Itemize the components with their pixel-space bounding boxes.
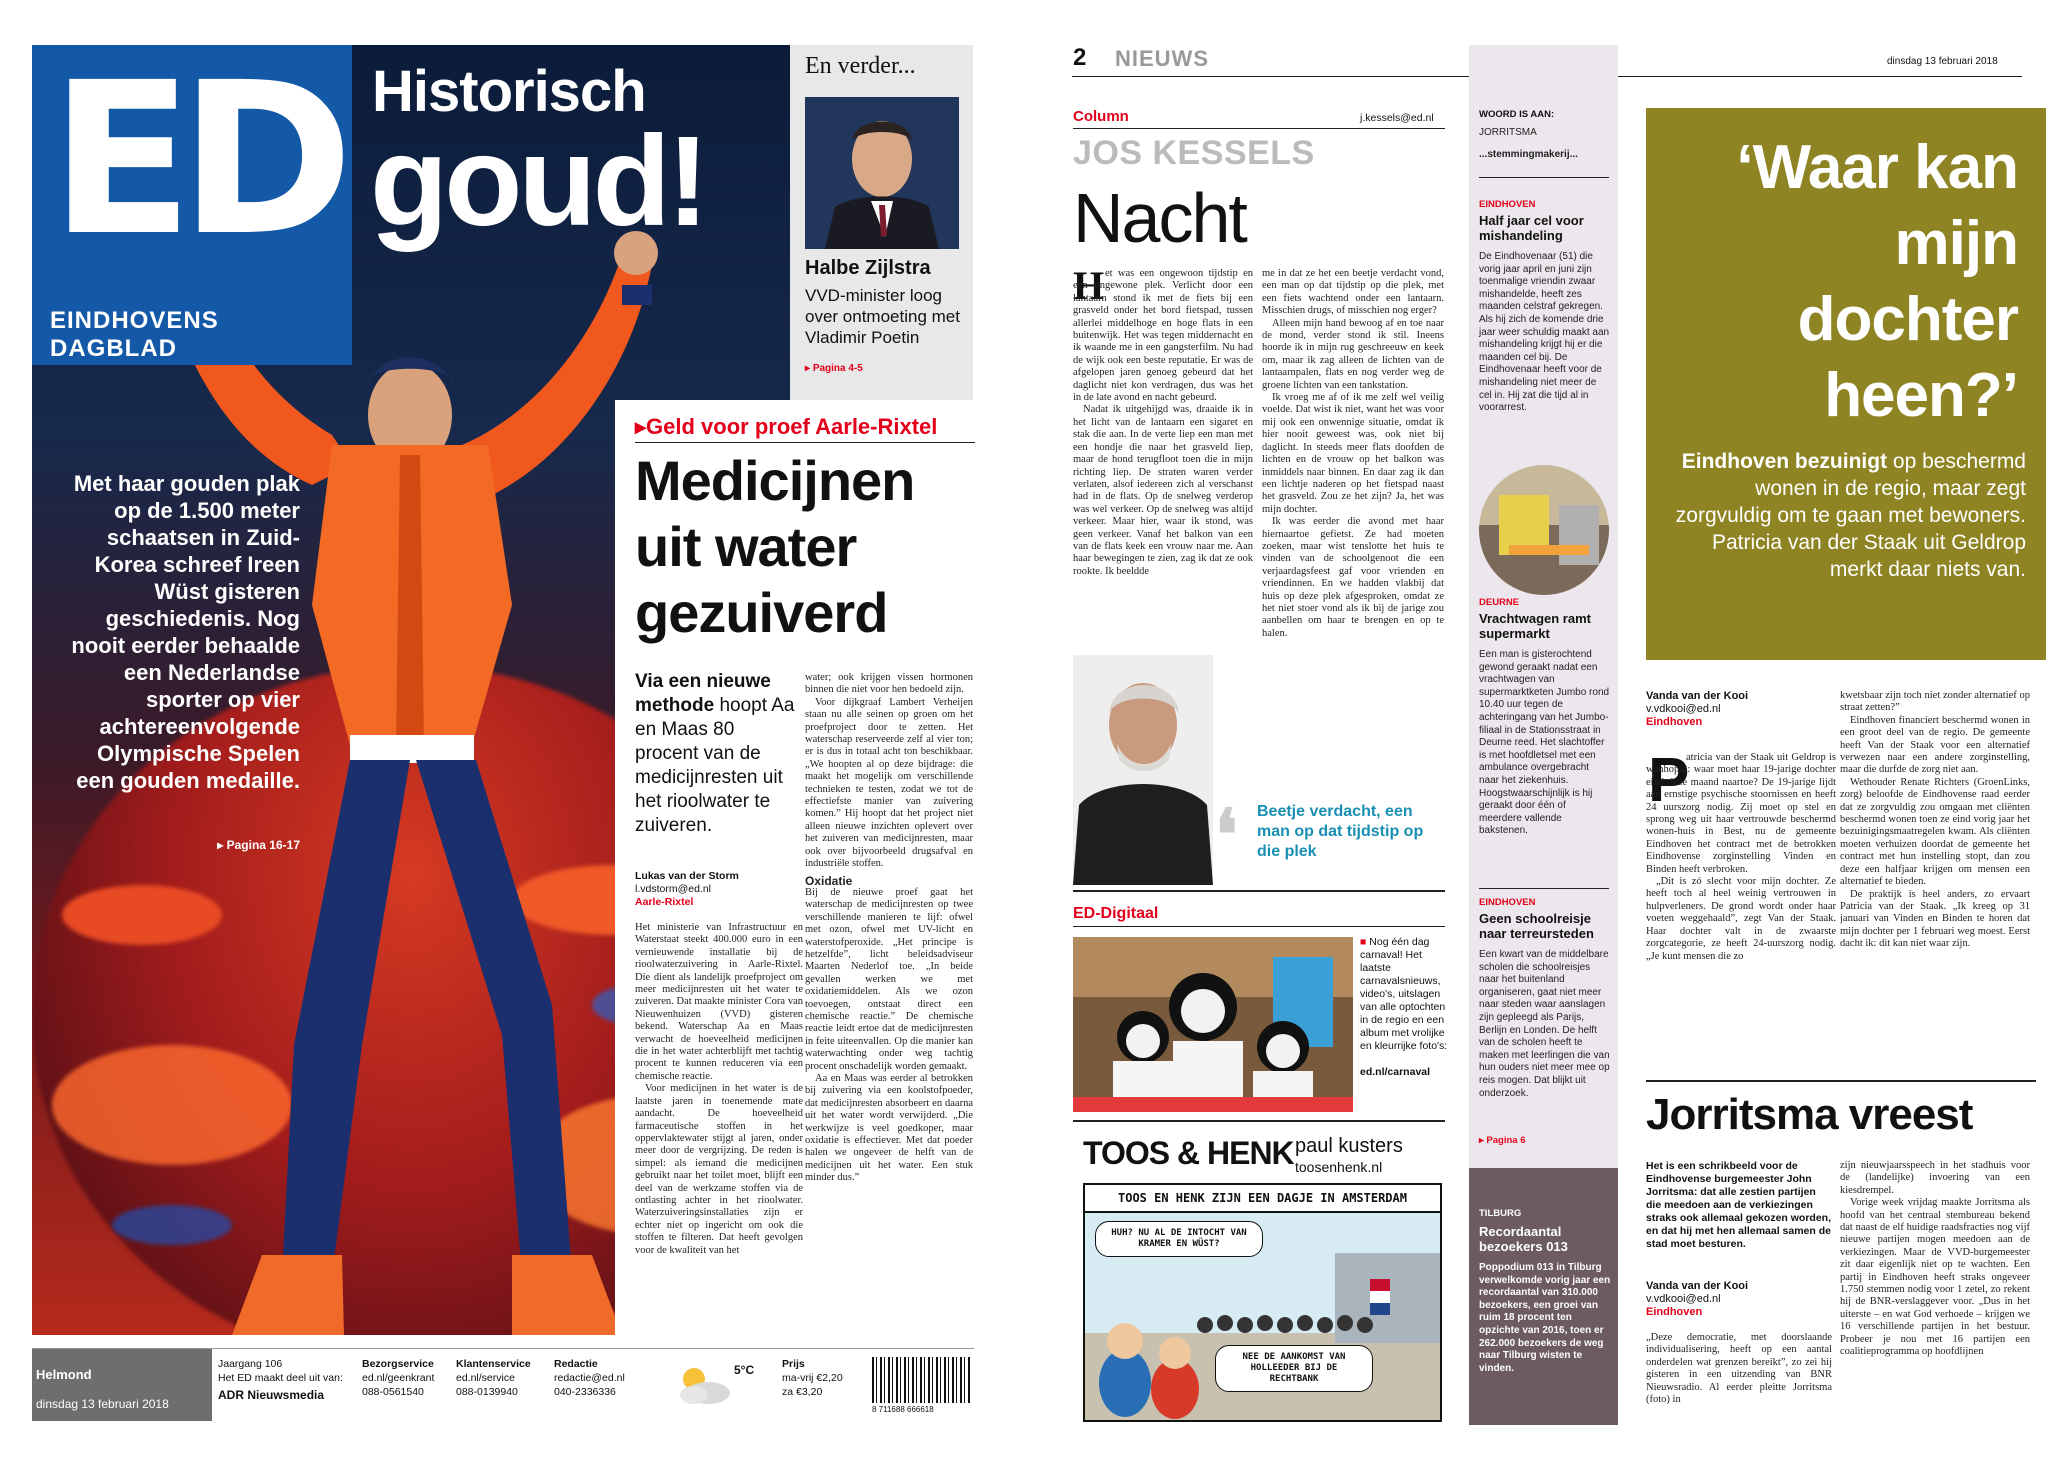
footer-redactie-mail[interactable]: redactie@ed.nl <box>554 1372 625 1384</box>
story-location: Aarle-Rixtel <box>635 896 694 908</box>
lead-col2 <box>1840 690 2030 1052</box>
story-col1-p2: Voor medicijnen in het water is de laatste jaren in toenemende mate aandacht. De hoeveelheid farmaceutische stoffen in het oppervlaktewater stijgt al jaren, onder meer door de vergrijzing. De reden is simpel: als iemand die medicijnen gebruikt naar het toilet moet, blijft een deel van de werkzame stoffen via de ontlasting achter in het rioolwater. Waterzuiveringsinstallaties zijn er echter niet op ingericht om ook die stoffen te filteren. Dat heeft gevolgen voor de kwaliteit van het <box>635 1083 803 1256</box>
jorritsma-col1 <box>1646 1332 1832 1422</box>
quote-mark-icon: ❛ <box>1215 796 1238 874</box>
en-verder-name: Halbe Zijlstra <box>805 257 931 279</box>
page-number: 2 <box>1073 44 1087 71</box>
comic-panel-title: TOOS EN HENK ZIJN EEN DAGJE IN AMSTERDAM <box>1085 1185 1440 1213</box>
story-col1 <box>635 922 803 1334</box>
masthead <box>32 37 352 365</box>
lead-byline <box>1646 690 1748 729</box>
footer-redactie-label: Redactie <box>554 1358 598 1370</box>
en-verder-page-ref[interactable]: ▸ Pagina 4-5 <box>805 363 863 374</box>
ed-digitaal-body: Nog één dag carnaval! Het laatste carnavalsnieuws, video's, uitslagen van alle optochten in de regio en een album met vrolijke en kleurrijke foto's: <box>1360 936 1448 1052</box>
footer-klant-tel: 088-0139940 <box>456 1386 518 1398</box>
footer-date: dinsdag 13 februari 2018 <box>36 1397 169 1411</box>
sidebar-item3-text: Een kwart van de middelbare scholen die schoolreisjes naar het buitenland organiseren, gaat niet meer naar steden waar aanslagen zijn gepleegd als Parijs, Berlijn en Londen. De helft van de scholen heeft te maken met leerlingen die van hun ouders niet meer mee op reis mogen. Dat blijkt uit onderzoek. <box>1479 949 1610 1099</box>
column-quote <box>1215 796 1445 880</box>
lead-subhead-rest: op beschermd wonen in de regio, maar zegt zorgvuldig om te gaan met bewoners. Patricia van der Staak uit Geldrop merkt daar niets van. <box>1675 450 2026 581</box>
column-col1-p1: et was een ongewoon tijdstip en een ongewone plek. Verlicht door een lantaarn stond ik met de fiets bij een grasveld onder het bord fietspad, tussen allerlei middelhoge en hoge flats in een buitenwijk. Het was tegen middernacht en ik waande me in een gangsterfilm. Nu had de wijk ook een beste reputatie. Er was de afgelopen jaren genoeg gebeurd dat het daglicht niet kon verdragen, dus was het in de late avond en nacht gebeurd. <box>1073 268 1253 404</box>
sidebar-item2-title: Vrachtwagen ramt supermarkt <box>1479 611 1591 641</box>
comic-site[interactable]: toosenhenk.nl <box>1295 1159 1383 1175</box>
footer-klant <box>456 1357 531 1399</box>
sidebar-item3-ref-text: Pagina 6 <box>1486 1135 1526 1146</box>
front-footer <box>32 1348 974 1421</box>
footer-bezorg <box>362 1357 434 1399</box>
lead-dropcap: P <box>1648 746 1690 815</box>
footer-klant-label: Klantenservice <box>456 1358 531 1370</box>
sidebar-woord-name: JORRITSMA <box>1479 127 1537 138</box>
footer-publisher: ADR Nieuwsmedia <box>218 1388 325 1402</box>
zijlstra-photo <box>805 97 959 249</box>
column-col1-p2: Nadat ik uitgehijgd was, draaide ik in het licht van de lantaarn een sigaret en stak die aan. In de verte liep een man met een hondje die naar het grasveld liep, maar de hond terugfloot toen die in mijn richting liep. De straten waren verder verlaten, alsof iedereen zich al verschanst had in de flats. Op de snelweg verderop was wel verkeer. Op de snelweg was altijd verkeer. Maar hier, waar ik stond, was geen verkeer. Vanaf het balkon van een van de flats keek een vrouw naar me. Aan haar bewegingen te zien, zag ik dat ze ook rookte. Ik beeldde <box>1073 404 1253 577</box>
lead-col2-p3: Wethouder Renate Richters (GroenLinks, zorg) beloofde de Eindhovense raad eerder dat ze zorgvuldig zou omgaan met cliënten beschermd wonen toen ze eind vorig jaar het bezuinigingsmaatregelen kwam. Als cliënten moeten verhuizen doordat de gemeente het contract met hun instelling stopt, dan zou deze een halfjaar krijgen om mensen een alternatief te bieden. <box>1840 776 2030 888</box>
toos-henk-comic <box>1073 1125 1448 1425</box>
jorritsma-headline: Jorritsma vreest <box>1646 1090 1973 1139</box>
story-col2-p3: Bij de nieuwe proef gaat het waterschap de medicijnresten op twee verschillende manieren te lijf: ofwel met ozon, ofwel met UV-licht en waterstofperoxide. „Het principe is hetzelfde”, licht beleidsadviseur Maarten Nederlof toe. „In beide gevallen werken we met oxidatiemiddelen. Als we ozon toevoegen, ontstaat direct een chemische reactie.” De chemische reactie leidt ertoe dat de medicijnresten in feite uiteenvallen. Op die manier kan waterwachting onder weg tachtig procent onschadelijk worden gemaakt. <box>805 886 973 1072</box>
story-email: l.vdstorm@ed.nl <box>635 883 712 895</box>
en-verder-box <box>790 45 973 400</box>
sidebar-woord-text: ...stemmingmakerij... <box>1479 149 1578 160</box>
barcode <box>872 1357 972 1403</box>
story-kicker: ▸Geld voor proef Aarle-Rixtel <box>635 414 938 439</box>
sidebar-woord-label: WOORD IS AAN: <box>1479 109 1555 120</box>
masthead-logo: ED <box>50 37 340 282</box>
ed-digitaal-bullet: ■ <box>1360 936 1370 948</box>
lead-col1-p1: atricia van der Staak uit Geldrop is wanhopig: waar moet haar 19-jarige dochter eind deze maand naartoe? De 19-jarige lijdt aan ernstige psychische stoornissen en heeft 24 uurszorg nodig. Zij moet op stel en sprong weg uit haar vertrouwde beschermd wonen-huis in Best, nu de gemeente Eindhoven het contract met de betrokken Eindhovense zorginstelling Vinden en Binden heeft verbroken. <box>1646 752 1836 875</box>
ed-digitaal-label: ED-Digitaal <box>1073 905 1159 922</box>
column-col2 <box>1262 268 1444 780</box>
photo-page-ref: ▸ Pagina 16-17 <box>217 838 300 852</box>
front-headline-line2: goud! <box>370 110 706 253</box>
barcode-number: 8 711688 666618 <box>872 1405 934 1414</box>
footer-city: Helmond <box>36 1367 92 1382</box>
footer-bezorg-label: Bezorgservice <box>362 1358 434 1370</box>
sidebar-item1-title: Half jaar cel voor mishandeling <box>1479 213 1584 243</box>
jorritsma-col2 <box>1840 1160 2030 1422</box>
footer-prijs-label: Prijs <box>782 1358 805 1370</box>
story-kicker-text: Geld voor proef Aarle-Rixtel <box>646 414 938 439</box>
lead-email[interactable]: v.vdkooi@ed.nl <box>1646 703 1721 715</box>
toos-henk-logo: TOOS & HENK <box>1083 1135 1294 1171</box>
comic-bubble-2: NEE DE AANKOMST VAN HOLLEEDER BIJ DE RECHTBANK <box>1215 1345 1373 1392</box>
sidebar-item3-title: Geen schoolreisje naar terreursteden <box>1479 911 1594 941</box>
comic-bubble-1: HUH? NU AL DE INTOCHT VAN KRAMER EN WÜST? <box>1095 1221 1263 1257</box>
lead-author: Vanda van der Kooi <box>1646 690 1749 702</box>
sidebar-item4-text: Poppodium 013 in Tilburg verwelkomde vorig jaar een recordaantal van 310.000 bezoekers, een groei van ruim 18 procent ten opzichte van 2016, toen er 262.000 bezoekers de weg naar Tilburg wisten te vinden. <box>1479 1262 1611 1374</box>
jorritsma-intro: Het is een schrikbeeld voor de Eindhovense burgemeester John Jorritsma: dat alle zestien partijen die meedoen aan de verkiezingen straks ook allemaal gekozen worden, en dat hij met hen allemaal samen de stad moet besturen. <box>1646 1160 1831 1250</box>
comic-panel <box>1083 1183 1442 1422</box>
story-intro <box>635 670 795 838</box>
footer-jaargang-text: Jaargang 106 <box>218 1358 283 1370</box>
column-email[interactable]: j.kessels@ed.nl <box>1360 112 1434 124</box>
story-intro-bold: Via een nieuwe methode <box>635 671 771 716</box>
story-intro-rest: hoopt Aa en Maas 80 procent van de medicijnresten uit het rioolwater te zuiveren. <box>635 695 795 836</box>
column-col2-p3: Ik vroeg me af of ik me zelf wel veilig voelde. Dat wist ik niet, want het was voor mij ook een onwennige situatie, omdat ik hier nooit geweest was, ook niet bij daglicht. In steeds meer flats doofden de lichten en de vrouw op het balkon was inmiddels naar binnen. En daar zag ik dan een lichtje naderen op het fietspad naast het grasveld. Zou ze het zijn? Ja, het was mijn dochter. <box>1262 392 1444 515</box>
lead-quote-box <box>1646 108 2046 660</box>
footer-klant-url[interactable]: ed.nl/service <box>456 1372 515 1384</box>
column-author: JOS KESSELS <box>1073 134 1315 172</box>
column-col2-p1: me in dat ze het een beetje verdacht vond, een man op dat tijdstip op die plek, met een fiets wachtend onder een lantaarn. Misschien drugs, of misschien nog erger? <box>1262 268 1444 317</box>
masthead-name: EINDHOVENS DAGBLAD <box>50 307 219 362</box>
column-col1 <box>1073 263 1253 654</box>
jorritsma-col2-p2: Vorige week vrijdag maakte Jorritsma als hoofd van het centraal stembureau bekend dat naast de elf huidige raadsfracties nog vijf nieuwe partijen mogen meedoen aan de verkiezingen. Maar de VVD-burgemeester zit daar eigenlijk niet op te wachten. Een partij in Eindhoven heeft straks ongeveer 1.750 stemmen nodig voor 1 zetel, zo rekent hij de BNR-verslaggever voor. „Dus in het uiterste – en wat God verhoede – krijgen we 16 verschillende partijen in het bestuur. Probeer je nou met 16 partijen een coalitieprogramma op hoofdlijnen <box>1840 1197 2030 1358</box>
jorritsma-location: Eindhoven <box>1646 1306 1703 1318</box>
footer-prijs <box>782 1357 843 1399</box>
footer-prijs-2: za €3,20 <box>782 1386 823 1398</box>
footer-prijs-1: ma-vrij €2,20 <box>782 1372 843 1384</box>
footer-jaargang-note: Het ED maakt deel uit van: <box>218 1372 343 1384</box>
story-byline <box>635 870 739 909</box>
sidebar-item3-ref[interactable]: ▸ Pagina 6 <box>1479 1135 1526 1146</box>
photo-page-ref-text: Pagina 16-17 <box>226 838 300 852</box>
story-col2-p4: Aa en Maas was eerder al betrokken bij zuivering via een koolstofpoeder, dat medicijnresten absorbeert en daarna uit het water wordt verwijderd. „Die werkwijze is veel goedkoper, maar oxidatie is effectiever. Met dat poeder halen we ongeveer de helft van de medicijnen uit het water. Een stuk minder dus.” <box>805 1073 973 1184</box>
footer-temp: 5°C <box>734 1363 755 1377</box>
en-verder-desc: VVD-minister loog over ontmoeting met Vladimir Poetin <box>805 286 960 347</box>
sidebar-tilburg-box <box>1469 1168 1618 1425</box>
column-dropcap: H <box>1073 263 1105 308</box>
page-date: dinsdag 13 februari 2018 <box>1887 56 1998 67</box>
column-col2-p4: Ik was eerder die avond met haar hiernaartoe gefietst. Ze had moeten zoeken, maar wist tenslotte het huis te vinden van de schoolgenoot die een verjaardagsfeest gaf voor vrienden en vriendinnen. En we hadden vlakbij dat huis op deze plek afgesproken, omdat ze het niet stoer vond als ik bij de jarige zou aanbellen om haar te brengen en op te halen. <box>1262 516 1444 639</box>
column-quote-text: Beetje verdacht, een man op dat tijdstip op die plek <box>1257 803 1424 860</box>
jorritsma-col1-p1: „Deze democratie, met doorslaande individualisering, heeft op een aantal onderdelen wat grenzen bereikt”, zo zei hij gisteren in een uitzending van BNR Nieuwsradio. Al eerder pleitte Jorritsma (foto) in <box>1646 1332 1832 1406</box>
weather-icon <box>672 1363 732 1414</box>
lead-col2-p4: De praktijk is heel anders, zo ervaart Patricia van der Staak. „Ik kreeg op 31 januari van Vinden en Binden te horen dat mijn dochter per 1 februari weg moest. Eerst dacht ik: dit kan niet waar zijn. <box>1840 888 2030 950</box>
story-col2-p2: Voor dijkgraaf Lambert Verheijen staan nu alle seinen op groen om het proefproject door te zetten. Het waterschap reserveerde zelf al vier ton; er is dus in totaal acht ton beschikbaar. „We hoopten al op deze bijdrage: die maakt het mogelijk om verschillende technieken te testen, zodat we tot de effectiefste manier van zuivering komen.” Hij hoopt dat het project niet alleen nieuwe inzichten oplevert over het zuiveren van medicijnresten, maar ook over bijvoorbeeld drugsafval en industriële stoffen. <box>805 696 973 870</box>
lead-col1 <box>1646 746 1836 1052</box>
story-col2 <box>805 672 973 1334</box>
footer-jaargang <box>218 1357 343 1402</box>
column-label: Column <box>1073 108 1129 125</box>
story-col2-p1: water; ook krijgen vissen hormonen binnen die niet voor hen bedoeld zijn. <box>805 672 973 696</box>
column-title: Nacht <box>1073 179 1246 257</box>
story-col1-p1: Het ministerie van Infrastructuur en Waterstaat steekt 400.000 euro in een vernieuwende installatie bij de rioolwaterzuivering in Aarle-Rixtel. Die dient als landelijk proefproject om meer medicijnresten uit het water te zuiveren. Dat maakte minister Cora van Nieuwenhuizen (VVD) gisteren bekend. Waterschap Aa en Maas verwacht de hoeveelheid medicijnen die in het water achterblijft met tachtig procent te kunnen reduceren via een chemische reactie. <box>635 922 803 1082</box>
truck-photo <box>1479 465 1609 595</box>
jorritsma-author: Vanda van der Kooi <box>1646 1280 1749 1292</box>
lead-col2-p2: Eindhoven financiert beschermd wonen in een groot deel van de regio. De gemeente heeft Van der Staak voor een alternatief verwezen naar een andere zorginstelling, maar die durfde de zorg niet aan. <box>1840 714 2030 776</box>
section-name: NIEUWS <box>1115 46 1209 71</box>
jorritsma-col2-p1: zijn nieuwjaarsspeech in het stadhuis voor de (landelijke) invoering van een kiesdrempel. <box>1840 1160 2030 1196</box>
lead-location: Eindhoven <box>1646 716 1703 728</box>
lead-subhead-bold: Eindhoven bezuinigt <box>1681 450 1888 473</box>
sidebar-item3-place: EINDHOVEN <box>1479 897 1536 908</box>
story-headline: Medicijnen uit water gezuiverd <box>635 449 915 644</box>
footer-bezorg-tel: 088-0561540 <box>362 1386 424 1398</box>
sidebar-item4-place: TILBURG <box>1479 1208 1522 1219</box>
story-col2-sub: Oxidatie <box>805 873 853 888</box>
ed-digitaal-url[interactable]: ed.nl/carnaval <box>1360 1066 1431 1078</box>
comic-author: paul kusters <box>1295 1135 1403 1157</box>
footer-redactie-tel: 040-2336336 <box>554 1386 616 1398</box>
kessels-photo <box>1073 655 1213 885</box>
photo-caption: Met haar gouden plak op de 1.500 meter schaatsen in Zuid-Korea schreef Ireen Wüst gisteren geschiedenis. Nog nooit eerder behaalde een Nederlandse sporter op vier achtereenvolgende Olympische Spelen een gouden medaille. <box>71 471 300 793</box>
lead-quote: ‘Waar kan mijn dochter heen?’ <box>1736 133 2018 430</box>
sidebar-item4-title: Recordaantal bezoekers 013 <box>1479 1224 1568 1254</box>
column-col2-p2: Alleen mijn hand bewoog af en toe naar de mond, verder stond ik stil. Ineens hoorde ik in mijn rug geschreeuw en keek om, maar ik zag alleen de lichten van de lantaarnpalen, flats en nog verder weg de groene lichten van een tankstation. <box>1262 317 1444 391</box>
lead-subhead <box>1666 448 2026 583</box>
sidebar-item2-place: DEURNE <box>1479 597 1520 608</box>
front-headline-line1: Historisch <box>372 59 646 124</box>
sidebar-item1-text: De Eindhovenaar (51) die vorig jaar april en juni zijn toenmalige vriendin zwaar mishandelde, heeft zes maanden celstraf gekregen. Als hij zich de komende drie jaar weer schuldig maakt aan mishandeling krijgt hij er die maanden cel bij. De Eindhovenaar heeft voor de mishandeling niet meer de cel in. Hij zat die tijd al in voorarrest. <box>1479 251 1610 414</box>
ed-digitaal-text <box>1360 936 1450 1079</box>
story-author: Lukas van der Storm <box>635 870 739 882</box>
jorritsma-email[interactable]: v.vdkooi@ed.nl <box>1646 1293 1721 1305</box>
en-verder-title: En verder... <box>805 53 916 79</box>
sidebar-item1-place: EINDHOVEN <box>1479 199 1536 210</box>
footer-bezorg-url[interactable]: ed.nl/geenkrant <box>362 1372 435 1384</box>
lead-col2-p1: kwetsbaar zijn toch niet zonder alternatief op straat zetten?” <box>1840 690 2030 714</box>
footer-redactie <box>554 1357 625 1399</box>
sidebar-item2-text: Een man is gisterochtend gewond geraakt nadat een vrachtwagen van supermarktketen Jumbo rond 10.40 uur tegen de achteringang van het Jumbo-filiaal in de Stationsstraat in Deurne reed. Het slachtoffer is met hoofdletsel met een ambulance overgebracht naar het ziekenhuis. Hoogstwaarschijnlijk is hij geraakt door één of meerdere vallende bakstenen. <box>1479 649 1610 837</box>
carnaval-photo <box>1073 937 1353 1112</box>
front-story <box>615 400 975 1340</box>
lead-col1-p2: „Dit is zó slecht voor mijn dochter. Ze heeft toch al heel weinig vertrouwen in hulpverleners. De grond wordt onder haar voeten weggehaald”, zegt Van der Staak. Haar dochter valt in de zwaarste zorgcategorie, ze heeft 24-uurszorg nodig. „Je kunt mensen die zo <box>1646 876 1836 962</box>
en-verder-page-ref-text: Pagina 4-5 <box>812 363 863 374</box>
jorritsma-byline <box>1646 1280 1748 1319</box>
